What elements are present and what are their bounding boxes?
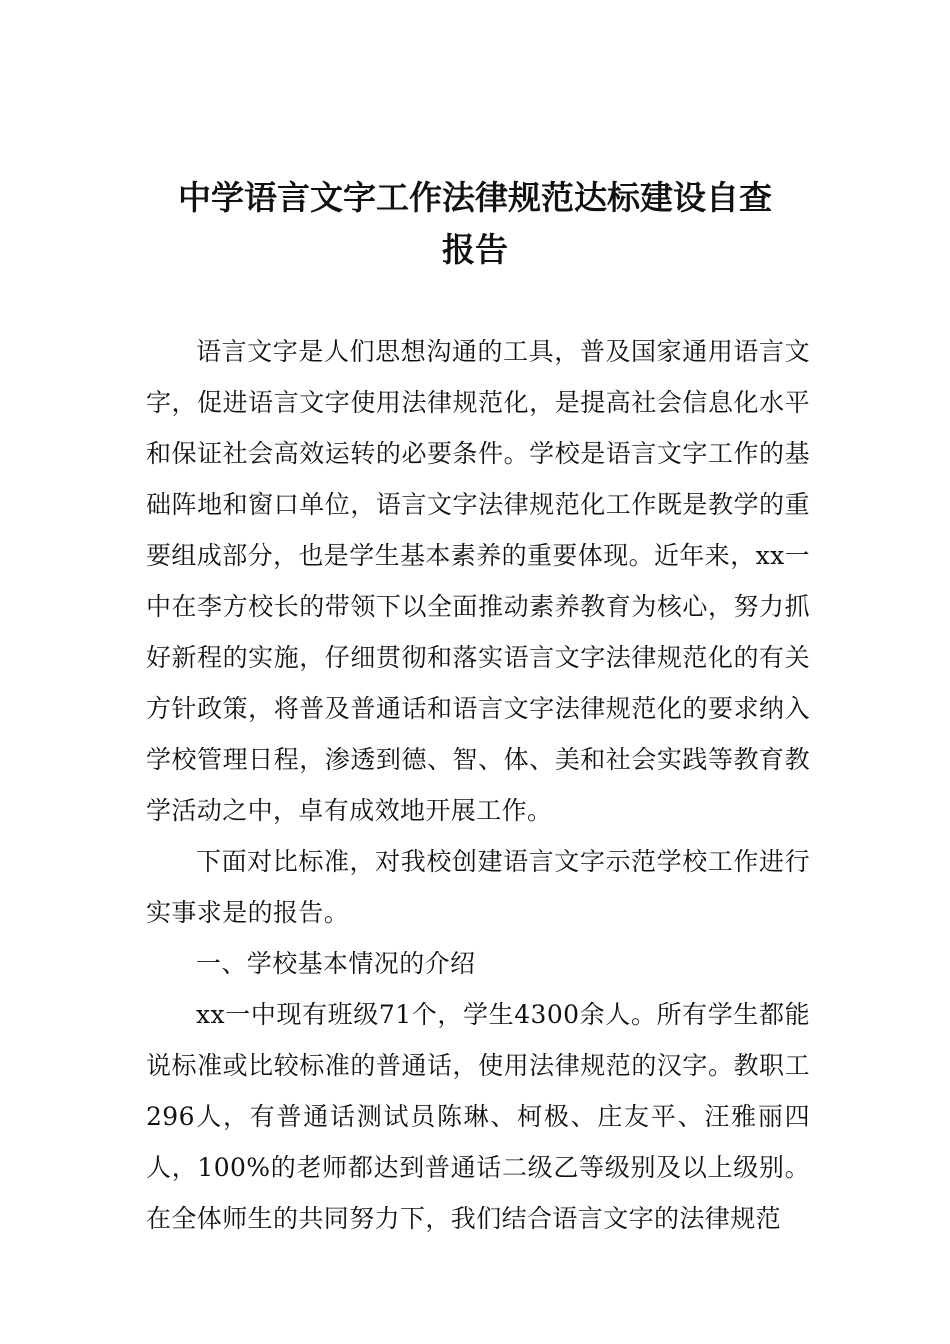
document-title [100,172,850,276]
section-paragraph: xx一中现有班级71个，学生4300余人。所有学生都能说标准或比较标准的普通话，使用法律规范的汉字。教职工296人，有普通话测试员陈琳、柯极、庄友平、汪雅丽四人，100%的老师都达到普通话二级乙等级别及以上级别。在全体师生的共同努力下，我们结合语言文字的法律规范 [146,1000,810,1233]
document-body [146,326,810,1244]
title-line-1: 中学语言文字工作法律规范达标建设自查 [178,178,772,217]
purpose-paragraph: 下面对比标准，对我校创建语言文字示范学校工作进行实事求是的报告。 [146,847,810,927]
intro-paragraph: 语言文字是人们思想沟通的工具，普及国家通用语言文字，促进语言文字使用法律规范化，是提高社会信息化水平和保证社会高效运转的必要条件。学校是语言文字工作的基础阵地和窗口单位，语言文字法律规范化工作既是教学的重要组成部分，也是学生基本素养的重要体现。近年来，xx一中在李方校长的带领下以全面推动素养教育为核心，努力抓好新程的实施，仔细贯彻和落实语言文字法律规范化的有关方针政策，将普及普通话和语言文字法律规范化的要求纳入学校管理日程，渗透到德、智、体、美和社会实践等教育教学活动之中，卓有成效地开展工作。 [146,337,811,825]
title-line-2: 报告 [442,230,508,269]
section-heading: 一、学校基本情况的介绍 [196,949,476,978]
